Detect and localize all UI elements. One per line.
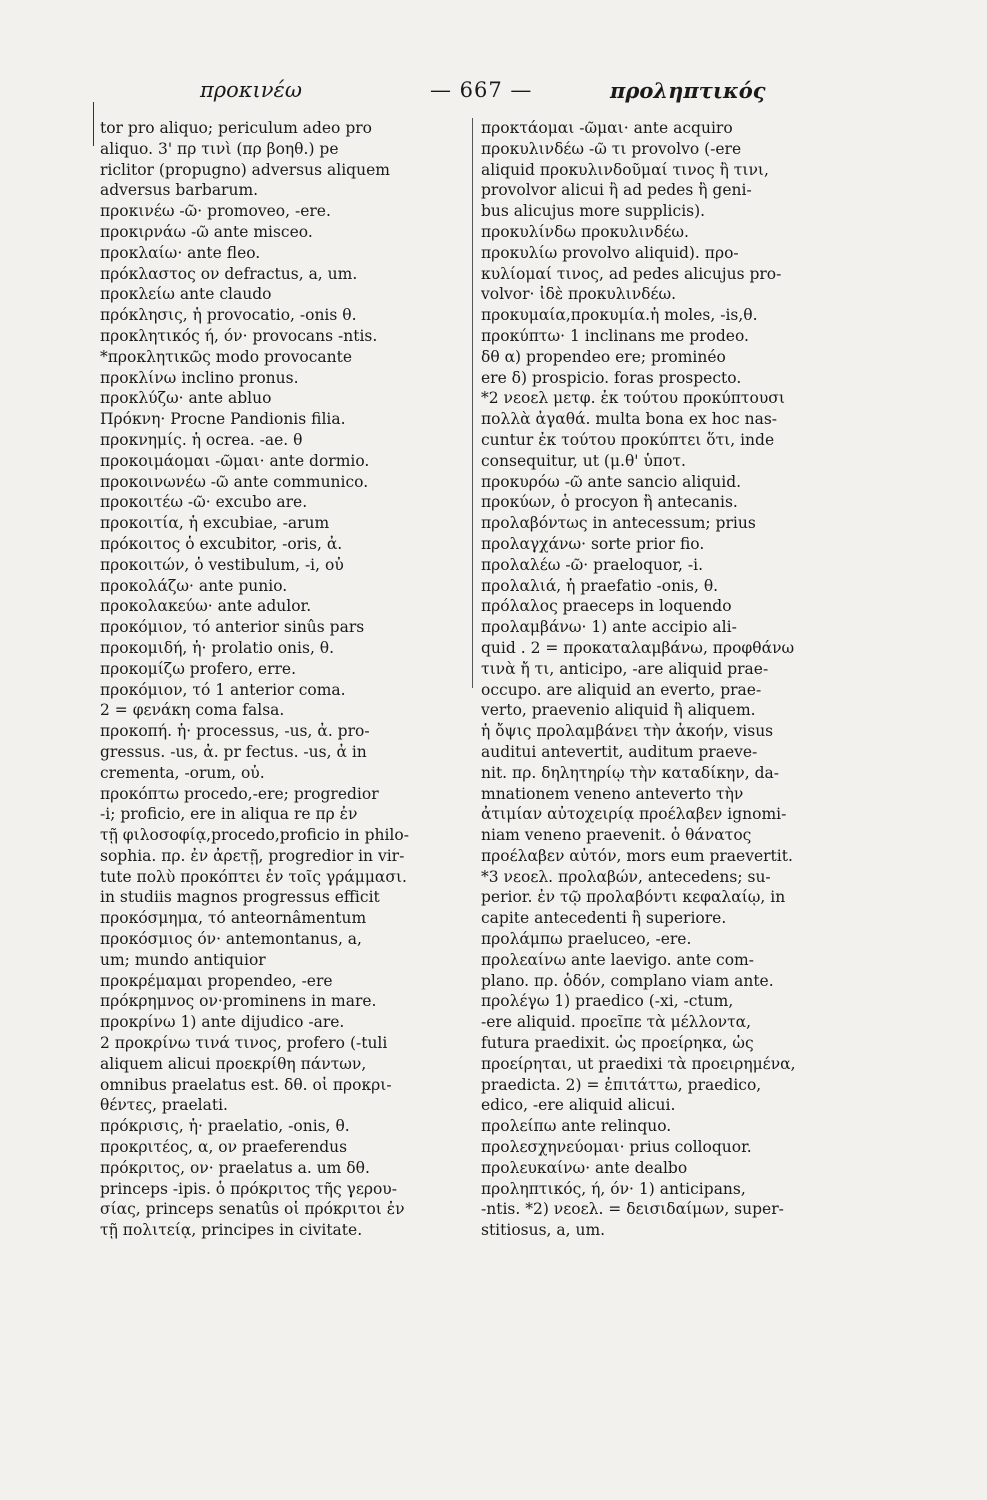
- entry-line: προκινέω -ῶ· promoveo, -ere.: [100, 202, 331, 221]
- entry-line: auditui antevertit, auditum praeve-: [481, 742, 758, 761]
- entry-line: πρόκοιτος ὁ excubitor, -oris, ἀ.: [100, 534, 343, 553]
- entry-line: προκύων, ὁ procyon ἢ antecanis.: [481, 493, 738, 512]
- entry-line: τινὰ ἤ τι, anticipo, -are aliquid prae-: [481, 659, 769, 678]
- entry-line: omnibus praelatus est. δθ. οἱ προκρι-: [100, 1075, 392, 1094]
- entry-line: προκοιτών, ὁ vestibulum, -i, οὐ: [100, 555, 344, 574]
- entry-line: προκυλίνδω προκυλινδέω.: [481, 222, 689, 241]
- entry-line: verto, praevenio aliquid ἢ aliquem.: [481, 701, 756, 720]
- entry-line: προκλύζω· ante abluo: [100, 389, 272, 408]
- entry-line: προκνημίς. ἡ ocrea. -ae. θ: [100, 430, 303, 449]
- entry-line: πολλὰ ἀγαθά. multa bona ex hoc nas-: [481, 410, 778, 429]
- entry-line: προκλείω ante claudo: [100, 285, 272, 304]
- entry-line: προκυλίω provolvo aliquid). προ-: [481, 243, 739, 262]
- entry-line: tute πολὺ προκόπτει ἐν τοῖς γράμμασι.: [100, 867, 407, 886]
- entry-line: -ere aliquid. προεῖπε τὰ μέλλοντα,: [481, 1013, 752, 1032]
- entry-line: τῇ φιλοσοφίᾳ,procedo,proficio in philo-: [100, 826, 409, 845]
- entry-line: plano. πρ. ὁδόν, complano viam ante.: [481, 971, 774, 990]
- entry-line: consequitur, ut (μ.θ' ὑποτ.: [481, 451, 686, 470]
- margin-mark: [93, 102, 94, 146]
- entry-line: προλάμπω praeluceo, -ere.: [481, 930, 692, 949]
- entry-line: προκόμιον, τό anterior sinûs pars: [100, 618, 365, 637]
- entry-line: adversus barbarum.: [100, 181, 259, 200]
- entry-line: προκοιμάομαι -ῶμαι· ante dormio.: [100, 451, 370, 470]
- entry-line: προκλητικός ή, όν· provocans -ntis.: [100, 326, 378, 345]
- column-divider: [472, 118, 473, 688]
- entry-line: προλαμβάνω· 1) ante accipio ali-: [481, 618, 737, 637]
- entry-line: occupo. are aliquid an everto, prae-: [481, 680, 762, 699]
- entry-line: προκομιδή, ἡ· prolatio onis, θ.: [100, 638, 335, 657]
- entry-line: δθ α) propendeo ere; prominéo: [481, 347, 726, 366]
- entry-line: σίας, princeps senatûs οἱ πρόκριτοι ἐν: [100, 1200, 405, 1219]
- entry-line: cuntur ἐκ τούτου προκύπτει ὅτι, inde: [481, 430, 775, 449]
- entry-line: 2 προκρίνω τινά τινος, profero (-tuli: [100, 1034, 388, 1053]
- entry-line: in studiis magnos progressus efficit: [100, 888, 380, 907]
- entry-line: aliquid προκυλινδοῦμαί τινος ἢ τινι,: [481, 160, 769, 179]
- header-left-headword: προκινέω: [200, 78, 302, 102]
- entry-line: stitiosus, a, um.: [481, 1221, 606, 1240]
- page-header: [100, 78, 880, 108]
- entry-line: riclitor (propugno) adversus aliquem: [100, 160, 390, 179]
- entry-line: προκόσμημα, τό anteornâmentum: [100, 909, 367, 928]
- entry-line: crementa, -orum, οὐ.: [100, 763, 265, 782]
- entry-line: princeps -ipis. ὁ πρόκριτος τῆς γερου-: [100, 1179, 397, 1198]
- entry-line: aliquo. 3' πρ τινὶ (πρ βοηθ.) pe: [100, 139, 339, 158]
- entry-line: πρόκριτος, ον· praelatus a. um δθ.: [100, 1158, 370, 1177]
- entry-line: προκυμαία,προκυμία.ἡ moles, -is,θ.: [481, 306, 758, 325]
- entry-line: perior. ἐν τῷ προλαβόντι κεφαλαίῳ, in: [481, 888, 786, 907]
- entry-line: προκοιτέω -ῶ· excubo are.: [100, 493, 308, 512]
- entry-line: *3 νεοελ. προλαβών, antecedens; su-: [481, 867, 771, 886]
- entry-line: προκυλινδέω -ῶ τι provolvo (-ere: [481, 139, 742, 158]
- entry-line: προκομίζω profero, erre.: [100, 659, 297, 678]
- entry-line: πρόκλησις, ἡ provocatio, -onis θ.: [100, 306, 357, 325]
- left-column: [100, 118, 472, 1241]
- entry-line: τῇ πολιτείᾳ, principes in civitate.: [100, 1221, 363, 1240]
- entry-line: προκυρόω -ῶ ante sancio aliquid.: [481, 472, 742, 491]
- entry-line: niam veneno praevenit. ὁ θάνατος: [481, 826, 752, 845]
- entry-line: προλαλέω -ῶ· praeloquor, -i.: [481, 555, 704, 574]
- entry-line: mnationem veneno anteverto τὴν: [481, 784, 744, 803]
- entry-line: προκόμιον, τό 1 anterior coma.: [100, 680, 346, 699]
- entry-line: *2 νεοελ μετφ. ἐκ τούτου προκύπτουσι: [481, 389, 785, 408]
- entry-line: nit. πρ. δηλητηρίῳ τὴν καταδίκην, da-: [481, 763, 779, 782]
- entry-line: προλαβόντως in antecessum; prius: [481, 514, 756, 533]
- entry-line: προκολακεύω· ante adulor.: [100, 597, 312, 616]
- entry-line: -ntis. *2) νεοελ. = δεισιδαίμων, super-: [481, 1200, 784, 1219]
- entry-line: κυλίομαί τινος, ad pedes alicujus pro-: [481, 264, 782, 283]
- entry-line: futura praedixit. ὡς προείρηκα, ὡς: [481, 1034, 754, 1053]
- page-number: — 667 —: [430, 78, 533, 102]
- entry-line: volvor· ἰδὲ προκυλινδέω.: [481, 285, 677, 304]
- entry-line: ἡ ὄψις προλαμβάνει τὴν ἀκοήν, visus: [481, 722, 774, 741]
- entry-line: προκρίνω 1) ante dijudico -are.: [100, 1013, 345, 1032]
- entry-line: προκοιτία, ἡ excubiae, -arum: [100, 514, 330, 533]
- entry-line: Πρόκνη· Procne Pandionis filia.: [100, 410, 346, 429]
- entry-line: προλέγω 1) praedico (-xi, -ctum,: [481, 992, 734, 1011]
- entry-line: προκοπή. ἡ· processus, -us, ἀ. pro-: [100, 722, 370, 741]
- entry-line: *προκλητικῶς modo provocante: [100, 347, 353, 366]
- entry-line: προκοινωνέω -ῶ ante communico.: [100, 472, 369, 491]
- entry-line: capite antecedenti ἢ superiore.: [481, 909, 727, 928]
- entry-line: προλείπω ante relinquo.: [481, 1117, 672, 1136]
- entry-line: προκλαίω· ante fleo.: [100, 243, 261, 262]
- entry-line: προκύπτω· 1 inclinans me prodeo.: [481, 326, 749, 345]
- entry-line: προκρέμαμαι propendeo, -ere: [100, 971, 333, 990]
- entry-line: tor pro aliquo; periculum adeo pro: [100, 119, 372, 137]
- entry-line: προείρηται, ut praedixi τὰ προειρημένα,: [481, 1054, 796, 1073]
- entry-line: πρόκρημνος ον·prominens in mare.: [100, 992, 377, 1011]
- entry-line: πρόλαλος praeceps in loquendo: [481, 597, 732, 616]
- entry-line: πρόκλαστος ον defractus, a, um.: [100, 264, 358, 283]
- entry-line: πρόκρισις, ἡ· praelatio, -onis, θ.: [100, 1117, 350, 1136]
- entry-line: aliquem alicui προεκρίθη πάντων,: [100, 1054, 367, 1073]
- entry-line: προέλαβεν αὐτόν, mors eum praevertit.: [481, 846, 793, 865]
- entry-line: προκόσμιος όν· antemontanus, a,: [100, 930, 362, 949]
- entry-line: quid . 2 = προκαταλαμβάνω, προφθάνω: [481, 638, 795, 657]
- entry-line: bus alicujus more supplicis).: [481, 202, 706, 221]
- entry-line: προκολάζω· ante punio.: [100, 576, 288, 595]
- entry-line: provolvor alicui ἢ ad pedes ἢ geni-: [481, 181, 752, 200]
- entry-line: προληπτικός, ή, όν· 1) anticipans,: [481, 1179, 746, 1198]
- entry-line: ere δ) prospicio. foras prospecto.: [481, 368, 742, 387]
- entry-line: προλεσχηνεύομαι· prius colloquor.: [481, 1138, 752, 1157]
- entry-line: praedicta. 2) = ἐπιτάττω, praedico,: [481, 1075, 762, 1094]
- entry-line: gressus. -us, ἀ. pr fectus. -us, ἀ in: [100, 742, 367, 761]
- entry-line: sophia. πρ. ἐν ἀρετῇ, progredior in vir-: [100, 846, 405, 865]
- entry-line: -i; proficio, ere in aliqua re πρ ἐν: [100, 805, 358, 824]
- entry-line: θέντες, praelati.: [100, 1096, 228, 1115]
- entry-line: ἀτιμίαν αὐτοχειρίᾳ προέλαβεν ignomi-: [481, 805, 787, 824]
- entry-line: προκιρνάω -ῶ ante misceo.: [100, 222, 313, 241]
- entry-line: προλαλιά, ἡ praefatio -onis, θ.: [481, 576, 719, 595]
- header-right-headword: προληπτικός: [610, 78, 766, 103]
- entry-line: προκτάομαι -ῶμαι· ante acquiro: [481, 119, 733, 137]
- entry-line: προκριτέος, α, ον praeferendus: [100, 1138, 348, 1157]
- entry-line: προκόπτω procedo,-ere; progredior: [100, 784, 379, 803]
- entry-line: um; mundo antiquior: [100, 950, 266, 969]
- entry-line: προκλίνω inclino pronus.: [100, 368, 299, 387]
- right-column: [481, 118, 873, 1241]
- entry-line: προλεαίνω ante laevigo. ante com-: [481, 950, 754, 969]
- entry-line: προλευκαίνω· ante dealbo: [481, 1158, 688, 1177]
- entry-line: 2 = φενάκη coma falsa.: [100, 701, 285, 720]
- entry-line: edico, -ere aliquid alicui.: [481, 1096, 676, 1115]
- entry-line: προλαγχάνω· sorte prior fio.: [481, 534, 705, 553]
